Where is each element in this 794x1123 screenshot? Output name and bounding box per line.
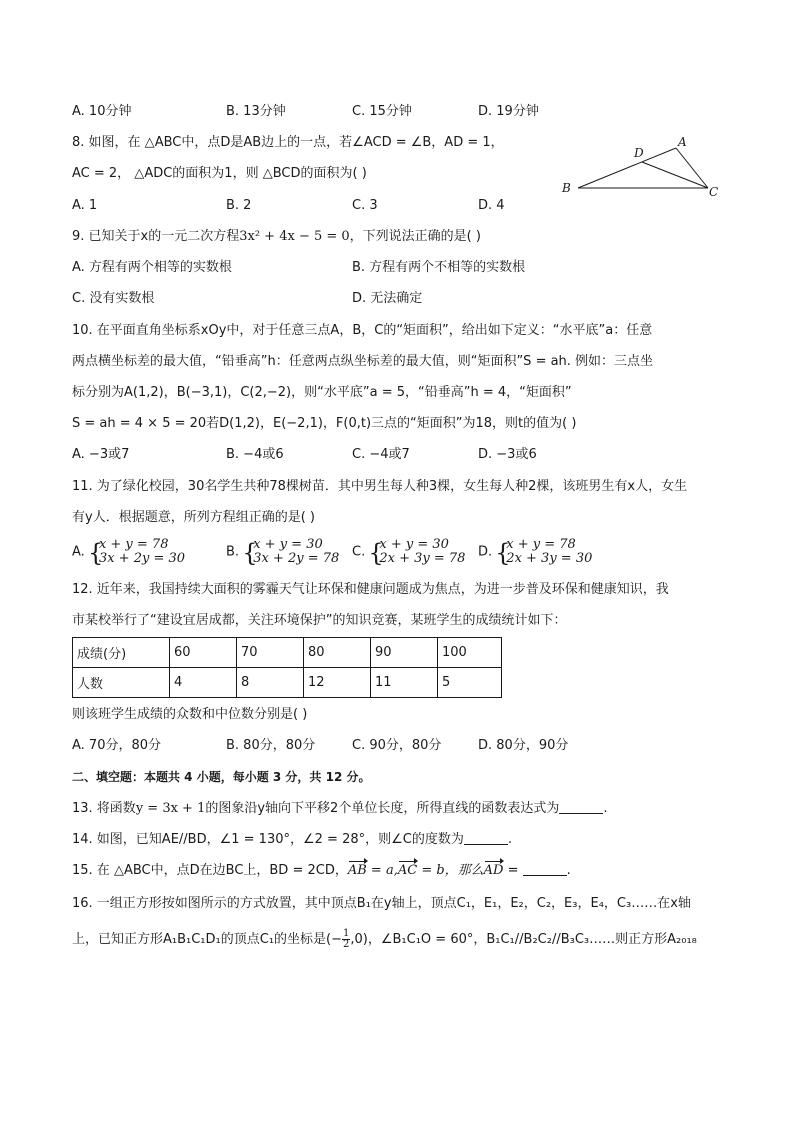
q10-stem-line1: 10. 在平面直角坐标系xOy中，对于任意三点A，B，C的“矩面积”，给出如下定义：“水平底”a：任意 — [72, 323, 653, 338]
table-row — [73, 638, 502, 668]
q9-option-d: D. 无法确定 — [352, 291, 423, 306]
q9-equation: 3x² + 4x − 5 = 0 — [239, 229, 350, 244]
label-d: D — [634, 146, 644, 160]
table-cell: 100 — [438, 638, 502, 668]
table-cell: 5 — [438, 668, 502, 698]
q10-stem-line2: 两点横坐标差的最大值，“铅垂高”h：任意两点纵坐标差的最大值，则“矩面积”S = ah. 例如：三点坐 — [72, 354, 654, 369]
q7-option-d: D. 19分钟 — [478, 104, 539, 119]
side-ba — [578, 148, 676, 188]
q13-equation: y = 3x + 1 — [135, 801, 206, 816]
q14-stem: 14. 如图，已知AE//BD，∠1 = 130°，∠2 = 28°，则∠C的度数为 . — [72, 832, 512, 847]
table-row — [73, 668, 502, 698]
q8-stem-line2: AC = 2， △ADC的面积为1，则 △BCD的面积为( ) — [72, 166, 367, 181]
table-cell: 4 — [170, 668, 237, 698]
q10-option-d: D. −3或6 — [478, 447, 537, 462]
q9-stem: 9. 已知关于x的一元二次方程3x² + 4x − 5 = 0，下列说法正确的是( ) — [72, 229, 481, 244]
table-cell: 90 — [371, 638, 438, 668]
q7-option-b: B. 13分钟 — [226, 104, 286, 119]
answer-blank[interactable] — [559, 799, 603, 814]
vector-ac: AC — [398, 861, 417, 881]
answer-blank[interactable] — [464, 830, 508, 845]
q7-option-a: A. 10分钟 — [72, 104, 132, 119]
table-cell: 80 — [304, 638, 371, 668]
q8-option-c: C. 3 — [352, 198, 378, 213]
table-cell: 12 — [304, 668, 371, 698]
q10-stem-line3: 标分别为A(1,2)，B(−3,1)，C(2,−2)，则“水平底”a = 5，“铅垂高”h = 4，“矩面积” — [72, 385, 572, 400]
q11-option-c: C. { x + y = 30 2x + 3y = 78 — [352, 537, 466, 567]
label-b: B — [562, 181, 571, 195]
table-cell: 60 — [170, 638, 237, 668]
triangle-symbol: △ — [130, 166, 145, 181]
table-cell: 11 — [371, 668, 438, 698]
answer-blank[interactable] — [523, 861, 567, 876]
q7-option-c: C. 15分钟 — [352, 104, 412, 119]
q11-option-a: A. { x + y = 78 3x + 2y = 30 — [72, 537, 186, 567]
q16-stem-line2: 上，已知正方形A₁B₁C₁D₁的顶点C₁的坐标是(− $\frac{1}{2}$ ,0)，∠B₁C₁O = 60°，B₁C₁//B₂C₂//B₃C₃……则正方形A₂₀₁₈ — [72, 928, 697, 950]
label-a: A — [678, 135, 687, 149]
q12-stem-line2: 市某校举行了“建设宜居成都，关注环境保护”的知识竞赛，某班学生的成绩统计如下： — [72, 613, 567, 628]
q9-option-b: B. 方程有两个不相等的实数根 — [352, 260, 526, 275]
q12-option-a: A. 70分，80分 — [72, 738, 162, 753]
q8-option-a: A. 1 — [72, 198, 98, 213]
q12-score-table — [72, 637, 502, 698]
triangle-symbol: △ — [109, 863, 124, 878]
q9-option-c: C. 没有实数根 — [72, 291, 155, 306]
q16-stem-line1: 16. 一组正方形按如图所示的方式放置，其中顶点B₁在y轴上，顶点C₁，E₁，E₂，C₂，E₃，E₄，C₃……在x轴 — [72, 896, 691, 911]
triangle-symbol: △ — [258, 166, 273, 181]
q12-question: 则该班学生成绩的众数和中位数分别是( ) — [72, 707, 308, 722]
q8-option-b: B. 2 — [226, 198, 252, 213]
fraction: $\frac{1}{2}$ — [343, 928, 350, 950]
section-heading-fill-in: 二、填空题：本题共 4 小题，每小题 3 分，共 12 分。 — [72, 770, 371, 784]
q13-stem: 13. 将函数y = 3x + 1的图象沿y轴向下平移2个单位长度，所得直线的函数表达式为 . — [72, 801, 608, 816]
label-c: C — [709, 185, 719, 199]
q10-option-a: A. −3或7 — [72, 447, 130, 462]
q11-option-b: B. { x + y = 30 3x + 2y = 78 — [226, 537, 340, 567]
q11-stem-line1: 11. 为了绿化校园，30名学生共种78棵树苗．其中男生每人种3棵，女生每人种2棵，该班男生有x人，女生 — [72, 479, 688, 494]
q10-stem-line4: S = ah = 4 × 5 = 20若D(1,2)，E(−2,1)，F(0,t)三点的“矩面积”为18，则t的值为( ) — [72, 416, 577, 431]
q8-option-d: D. 4 — [478, 198, 505, 213]
q10-option-b: B. −4或6 — [226, 447, 284, 462]
q12-stem-line1: 12. 近年来，我国持续大面积的雾霾天气让环保和健康问题成为焦点，为进一步普及环保和健康知识，我 — [72, 582, 669, 597]
q8-stem-line1: 8. 如图，在 △ABC中，点D是AB边上的一点，若∠ACD = ∠B，AD = 1， — [72, 135, 504, 150]
table-cell: 70 — [237, 638, 304, 668]
table-cell: 8 — [237, 668, 304, 698]
q8-triangle-figure — [556, 132, 726, 202]
vector-ab: AB — [348, 861, 367, 881]
triangle-symbol: △ — [140, 135, 155, 150]
q12-option-b: B. 80分，80分 — [226, 738, 316, 753]
q11-option-d: D. { x + y = 78 2x + 3y = 30 — [478, 537, 593, 567]
table-cell: 人数 — [73, 668, 170, 698]
q9-option-a: A. 方程有两个相等的实数根 — [72, 260, 232, 275]
q12-option-d: D. 80分，90分 — [478, 738, 569, 753]
vector-ad: AD — [484, 861, 504, 881]
q12-option-c: C. 90分，80分 — [352, 738, 442, 753]
q11-stem-line2: 有y人．根据题意，所列方程组正确的是( ) — [72, 510, 315, 525]
table-cell: 成绩(分) — [73, 638, 170, 668]
q15-stem: 15. 在 △ABC中，点D在边BC上，BD = 2CD，AB = a,AC = b，那么AD = . — [72, 861, 571, 881]
q10-option-c: C. −4或7 — [352, 447, 410, 462]
